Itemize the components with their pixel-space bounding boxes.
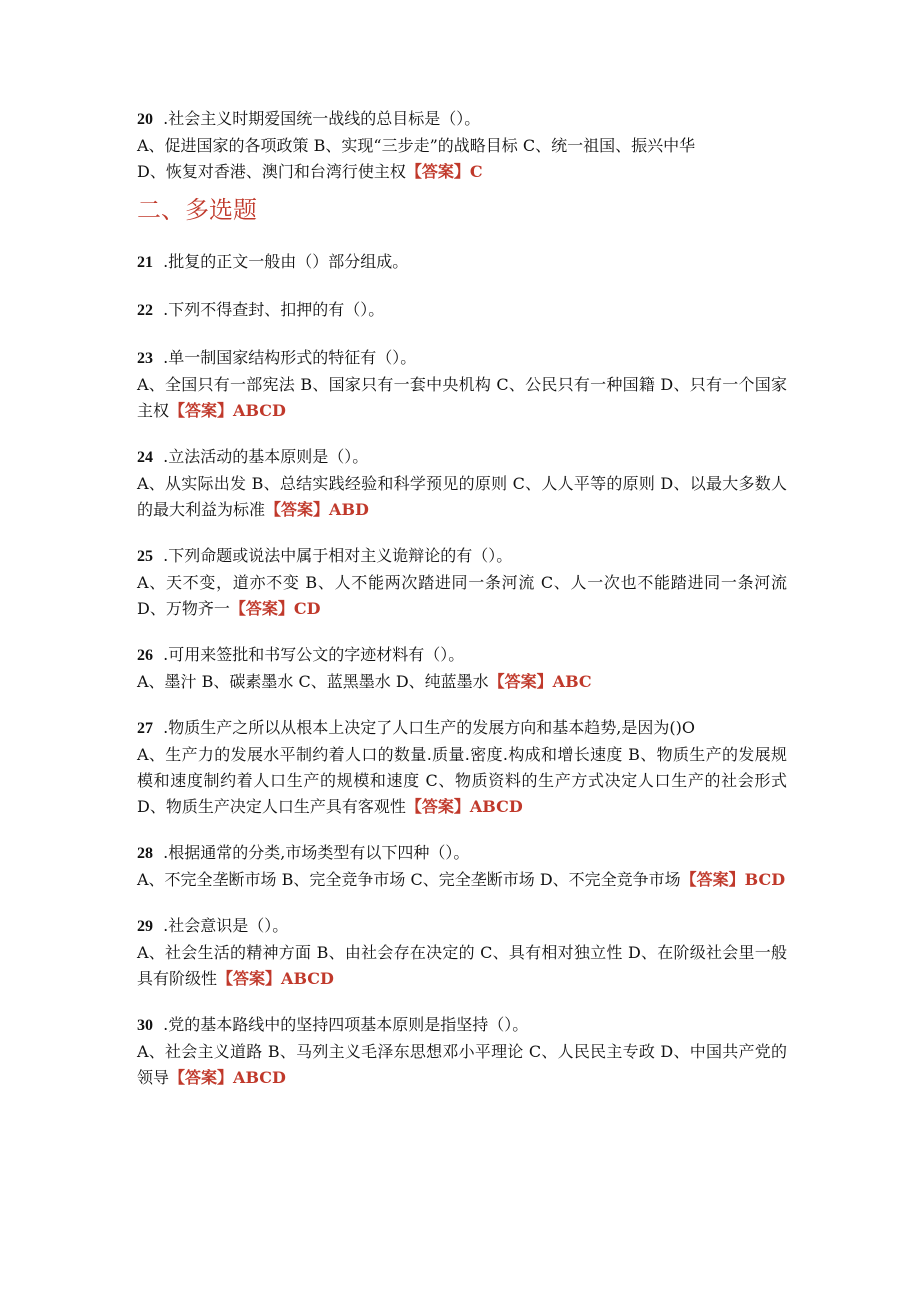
- section-title: 二、多选题: [137, 196, 257, 224]
- answer: C: [469, 162, 483, 181]
- answer: ABC: [552, 672, 592, 691]
- answer-tag: 【答案】: [265, 500, 330, 519]
- question-stem: 29 .社会意识是（）。: [137, 916, 289, 935]
- question-26: [137, 642, 787, 695]
- question-29: [137, 913, 787, 992]
- question-stem: 26 .可用来签批和书写公文的字迹材料有（）。: [137, 645, 465, 664]
- answer-tag: 【答案】: [680, 870, 745, 889]
- question-23: [137, 345, 787, 424]
- question-stem: 20 .社会主义时期爱国统一战线的总目标是（）。: [137, 109, 481, 128]
- answer-tag: 【答案】: [217, 969, 282, 988]
- question-options: A、社会生活的精神方面 B、由社会存在决定的 C、具有相对独立性 D、在阶级社会里一般具有阶级性【答案】ABCD: [137, 943, 787, 988]
- answer-tag: 【答案】: [405, 797, 470, 816]
- answer-tag: 【答案】: [169, 401, 234, 420]
- question-stem: 23 .单一制国家结构形式的特征有（）。: [137, 348, 417, 367]
- answer-tag: 【答案】: [405, 162, 470, 181]
- answer-tag: 【答案】: [169, 1068, 234, 1087]
- question-30: [137, 1012, 787, 1091]
- answer-tag: 【答案】: [229, 599, 294, 618]
- question-24: [137, 444, 787, 523]
- question-22: [137, 297, 787, 324]
- answer: ABCD: [233, 401, 286, 420]
- question-stem: 21 .批复的正文一般由（）部分组成。: [137, 252, 409, 271]
- question-stem: 25 .下列命题或说法中属于相对主义诡辩论的有（）。: [137, 546, 513, 565]
- question-options: A、促进国家的各项政策 B、实现“三步走”的战略目标 C、统一祖国、振兴中华: [137, 136, 696, 155]
- answer: ABCD: [469, 797, 523, 816]
- question-options: A、社会主义道路 B、马列主义毛泽东思想邓小平理论 C、人民民主专政 D、中国共产党的领导【答案】ABCD: [137, 1042, 787, 1087]
- answer-tag: 【答案】: [488, 672, 553, 691]
- question-options: A、墨汁 B、碳素墨水 C、蓝黑墨水 D、纯蓝墨水【答案】ABC: [137, 672, 592, 691]
- question-stem: 27 .物质生产之所以从根本上决定了人口生产的发展方向和基本趋势,是因为()O: [137, 718, 695, 737]
- question-options: A、从实际出发 B、总结实践经验和科学预见的原则 C、人人平等的原则 D、以最大多数人的最大利益为标准【答案】ABD: [137, 474, 787, 519]
- question-25: [137, 543, 787, 622]
- document-page: [137, 106, 787, 1111]
- question-28: [137, 840, 787, 893]
- question-options: A、不完全垄断市场 B、完全竞争市场 C、完全垄断市场 D、不完全竞争市场【答案】BCD: [137, 870, 786, 889]
- question-21: [137, 249, 787, 276]
- question-options: A、全国只有一部宪法 B、国家只有一套中央机构 C、公民只有一种国籍 D、只有一个国家主权【答案】ABCD: [137, 375, 787, 420]
- question-20: [137, 106, 787, 185]
- answer: ABCD: [233, 1068, 286, 1087]
- answer: BCD: [744, 870, 786, 889]
- question-stem: 30 .党的基本路线中的坚持四项基本原则是指坚持（）。: [137, 1015, 529, 1034]
- answer: ABCD: [281, 969, 334, 988]
- question-options: A、天不变，道亦不变 B、人不能两次踏进同一条河流 C、人一次也不能踏进同一条河流 D、万物齐一【答案】CD: [137, 573, 787, 618]
- question-27: [137, 715, 787, 820]
- question-stem: 22 .下列不得查封、扣押的有（）。: [137, 300, 385, 319]
- answer: CD: [293, 599, 321, 618]
- question-options: A、生产力的发展水平制约着人口的数量.质量.密度.构成和增长速度 B、物质生产的发展规模和速度制约着人口生产的规模和速度 C、物质资料的生产方式决定人口生产的社会形式 D、物质生产决定人口生产具有客观性【答案】ABCD: [137, 745, 787, 816]
- answer: ABD: [329, 500, 369, 519]
- question-stem: 24 .立法活动的基本原则是（）。: [137, 447, 369, 466]
- question-stem: 28 .根据通常的分类,市场类型有以下四种（）。: [137, 843, 470, 862]
- question-options-2: D、恢复对香港、澳门和台湾行使主权【答案】C: [137, 162, 483, 181]
